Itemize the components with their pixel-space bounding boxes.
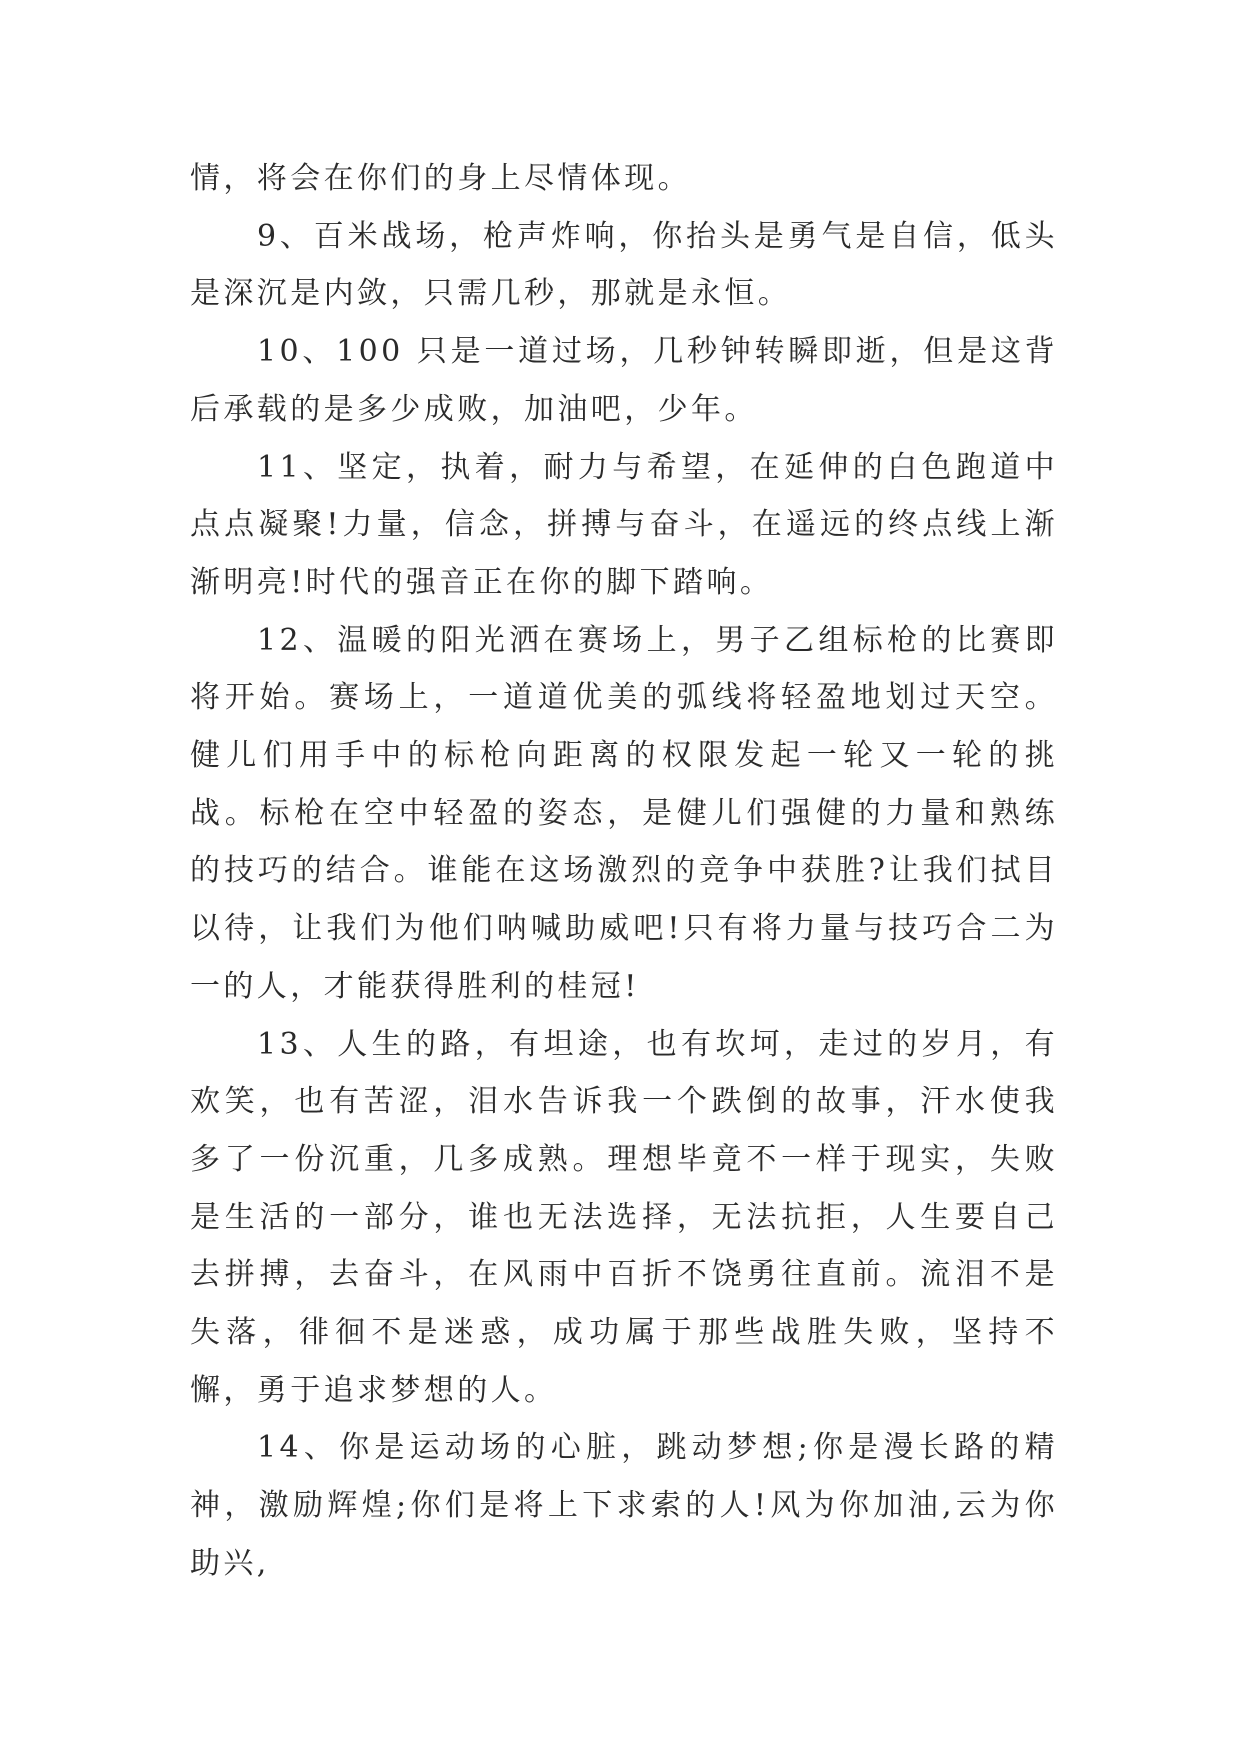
paragraph-item-14: 14、你是运动场的心脏，跳动梦想;你是漫长路的精神，激励辉煌;你们是将上下求索的人!风为你加油,云为你助兴, [190,1430,1058,1581]
paragraph-item-12: 12、温暖的阳光洒在赛场上，男子乙组标枪的比赛即将开始。赛场上，一道道优美的弧线将轻盈地划过天空。健儿们用手中的标枪向距离的权限发起一轮又一轮的挑战。标枪在空中轻盈的姿态，是健儿们强健的力量和熟练的技巧的结合。谁能在这场激烈的竞争中获胜?让我们拭目以待，让我们为他们呐喊助威吧!只有将力量与技巧合二为一的人，才能获得胜利的桂冠! [190,622,1058,1004]
document-body [190,150,1058,1593]
paragraph-item-11: 11、坚定，执着，耐力与希望，在延伸的白色跑道中点点凝聚!力量，信念，拼搏与奋斗，在遥远的终点线上渐渐明亮!时代的强音正在你的脚下踏响。 [190,449,1058,600]
paragraph-item-9: 9、百米战场，枪声炸响，你抬头是勇气是自信，低头是深沉是内敛，只需几秒，那就是永恒。 [190,218,1058,312]
paragraph-continuation: 情，将会在你们的身上尽情体现。 [190,161,691,196]
paragraph-item-10: 10、100 只是一道过场，几秒钟转瞬即逝，但是这背后承载的是多少成败，加油吧，少年。 [190,334,1058,427]
paragraph-item-13: 13、人生的路，有坦途，也有坎坷，走过的岁月，有欢笑，也有苦涩，泪水告诉我一个跌倒的故事，汗水使我多了一份沉重，几多成熟。理想毕竟不一样于现实，失败是生活的一部分，谁也无法选择，无法抗拒，人生要自己去拼搏，去奋斗，在风雨中百折不饶勇往直前。流泪不是失落，徘徊不是迷惑，成功属于那些战胜失败，坚持不懈，勇于追求梦想的人。 [190,1026,1058,1408]
